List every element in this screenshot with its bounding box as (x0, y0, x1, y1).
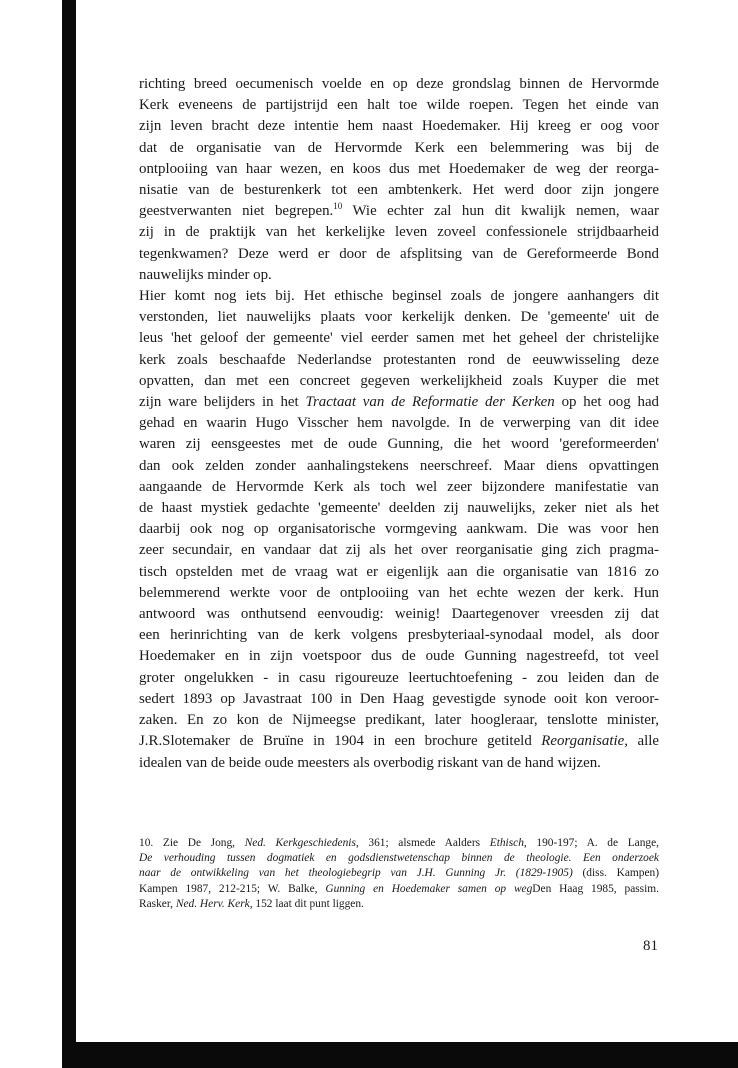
text-line (139, 392, 659, 413)
italic-title: De verhouding tussen dogmatiek en godsdienstwetenschap binnen de theologie. Een onderzoek (139, 852, 659, 865)
footnote-line (139, 851, 659, 866)
text-line: waren zij eensgeestes met de oude Gunning, die het woord 'gereformeerden' (139, 436, 659, 453)
body-text (139, 74, 659, 774)
text-segment: Rasker, (139, 897, 176, 910)
text-line: nisatie van de besturenkerk tot een ambtenkerk. Het werd door zijn jongere (139, 182, 659, 199)
text-segment: Wie echter zal hun dit kwalijk nemen, waar (342, 203, 659, 220)
text-segment: Kampen 1987, 212-215; W. Balke, (139, 882, 326, 895)
text-line: kerk zoals beschaafde Nederlandse protestanten rond de eeuwwisseling deze (139, 351, 659, 368)
paragraph-start-line: Hier komt nog iets bij. Het ethische beginsel zoals de jongere aanhangers dit (139, 288, 659, 305)
text-line: opvatten, dan met een concreet gegeven werkelijkheid zoals Kuyper die met (139, 372, 659, 389)
text-line: belemmerend werkte voor de ontplooiing van het echte wezen der kerk. Hun (139, 584, 659, 601)
text-line: zeer secundair, en vandaar dat zij als het over reorganisatie ging zich pragma- (139, 542, 659, 559)
text-segment: zijn ware belijders in het (139, 394, 306, 411)
text-segment: (diss. Kampen) (572, 867, 659, 880)
text-segment: , 152 laat dit punt liggen. (249, 897, 364, 910)
text-segment: J.R.Slotemaker de Bruïne in 1904 in een brochure getiteld (139, 733, 542, 750)
text-line (139, 731, 659, 752)
text-segment: op het oog had (554, 394, 660, 411)
text-line: Kerk eveneens de partijstrijd een halt toe wilde roepen. Tegen het einde van (139, 97, 659, 114)
footnote-reference[interactable]: 10 (333, 201, 343, 212)
text-line: ontplooiing van haar wezen, en koos dus met Hoedemaker de weg der reorga- (139, 160, 659, 177)
text-line: antwoord was onthutsend eenvoudig: weinig! Daartegenover vreesden zij dat (139, 606, 659, 623)
text-segment: 10. Zie De Jong, (139, 837, 245, 849)
text-line: richting breed oecumenisch voelde en op deze grondslag binnen de Hervormde (139, 76, 659, 92)
text-line: zaken. En zo kon de Nijmeegse predikant, later hoogleraar, tenslotte minister, (139, 712, 659, 729)
scan-left-edge (62, 0, 76, 1068)
italic-title: naar de ontwikkeling van het theologiebegrip van J.H. Gunning Jr. (1829-1905) (139, 867, 573, 880)
footnote (139, 836, 659, 912)
text-line: sedert 1893 op Javastraat 100 in Den Haag gevestigde synode ooit kon veroor- (139, 690, 659, 707)
text-line: leus 'het geloof der gemeente' viel eerder samen met het geheel der christelijke (139, 330, 659, 347)
footnote-line (139, 882, 659, 897)
text-line: gehad en waarin Hugo Visscher hem navolgde. In de verwerping van dit idee (139, 415, 659, 432)
italic-title: Tractaat van de Reformatie der Kerken (305, 394, 555, 411)
text-line: tisch opstelden met de vraag wat er eigenlijk aan die organisatie van 1816 zo (139, 563, 659, 580)
italic-title: Reorganisatie (541, 733, 625, 750)
text-line: dat de organisatie van de Hervormde Kerk een belemmering was bij de (139, 139, 659, 156)
scan-bottom-edge (62, 1042, 738, 1068)
text-line: een herinrichting van de kerk volgens presbyteriaal-synodaal model, als door (139, 627, 659, 644)
text-line: verstonden, liet nauwelijks plaats voor kerkelijk denken. De 'gemeente' uit de (139, 309, 659, 326)
text-line: nauwelijks minder op. (139, 266, 272, 283)
text-line: zij in de praktijk van het kerkelijke leven zoveel confessionele strijdbaarheid (139, 224, 659, 241)
page-number: 81 (643, 938, 658, 954)
text-line: zijn leven bracht deze intentie hem naast Hoedemaker. Hij kreeg er oog voor (139, 118, 659, 135)
italic-title: Ned. Herv. Kerk (175, 897, 250, 910)
italic-title: Ned. Kerkgeschiedenis (244, 837, 356, 849)
italic-title: Ethisch (489, 837, 524, 849)
italic-title: Gunning en Hoedemaker samen op weg (325, 882, 533, 895)
text-line: de haast mystiek gedachte 'gemeente' deelden zij nauwelijks, zeker niet als het (139, 500, 659, 517)
text-segment: , 361; alsmede Aalders (355, 837, 490, 849)
text-line (139, 201, 659, 222)
text-line: Hoedemaker en in zijn voetspoor dus de oude Gunning nagestreefd, tot veel (139, 648, 659, 665)
footnote-line (139, 866, 659, 881)
text-line: idealen van de beide oude meesters als overbodig riskant van de hand wijzen. (139, 754, 601, 771)
text-line: dan ook zelden zonder aanhalingstekens neerschreef. Maar diens opvattingen (139, 457, 659, 474)
text-segment: , 190-197; A. de Lange, (523, 837, 660, 849)
footnote-line (139, 897, 659, 912)
text-segment: Den Haag 1985, passim. (532, 882, 659, 895)
text-line: aangaande de Hervormde Kerk als toch wel zeer bijzondere manifestatie van (139, 478, 659, 495)
footnote-line (139, 836, 659, 851)
text-line: daarbij ook nog op organisatorische vormgeving aankwam. Die was voor hen (139, 521, 659, 538)
text-line: groter ongelukken - in casu rigoureuze leertuchtoefening - zou leiden dan de (139, 669, 659, 686)
text-segment: geestverwanten niet begrepen. (139, 203, 334, 220)
text-segment: , alle (624, 733, 659, 750)
text-line: tegenkwamen? Deze werd er door de afsplitsing van de Gereformeerde Bond (139, 245, 659, 262)
